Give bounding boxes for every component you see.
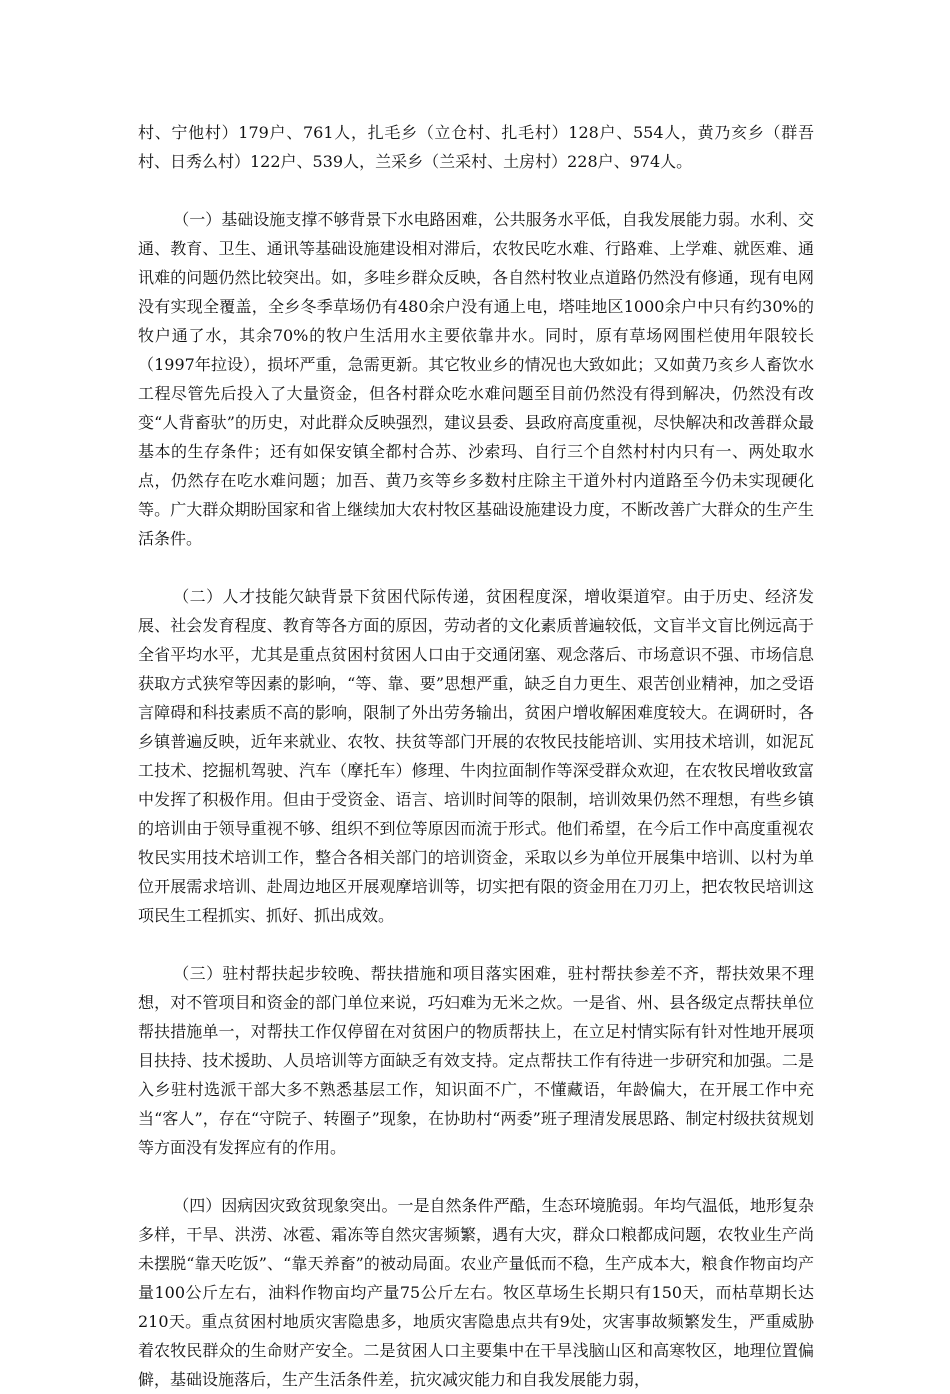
paragraph-infrastructure: （一）基础设施支撑不够背景下水电路困难，公共服务水平低，自我发展能力弱。水利、交通、教育、卫生、通讯等基础设施建设相对滞后，农牧民吃水难、行路难、上学难、就医难、通讯难的问题仍然比较突出。如，多哇乡群众反映，各自然村牧业点道路仍然没有修通，现有电网没有实现全覆盖，全乡冬季草场仍有480余户没有通上电，塔哇地区1000余户中只有约30%的牧户通了水，其余70%的牧户生活用水主要依靠井水。同时，原有草场网围栏使用年限较长（1997年拉设），损坏严重，急需更新。其它牧业乡的情况也大致如此；又如黄乃亥乡人畜饮水工程尽管先后投入了大量资金，但各村群众吃水难问题至目前仍然没有得到解决，仍然没有改变“人背畜驮”的历史，对此群众反映强烈，建议县委、县政府高度重视，尽快解决和改善群众最基本的生存条件；还有如保安镇全都村合苏、沙索玛、自行三个自然村村内只有一、两处取水点，仍然存在吃水难问题；加吾、黄乃亥等乡多数村庄除主干道外村内道路至今仍未实现硬化等。广大群众期盼国家和省上继续加大农村牧区基础设施建设力度，不断改善广大群众的生产生活条件。 xyxy=(138,210,814,548)
paragraph-continuation: 村、宁他村）179户、761人，扎毛乡（立仓村、扎毛村）128户、554人，黄乃亥乡（群吾村、日秀么村）122户、539人，兰采乡（兰采村、土房村）228户、974人。 xyxy=(138,123,814,171)
paragraph-illness-disaster: （四）因病因灾致贫现象突出。一是自然条件严酷，生态环境脆弱。年均气温低，地形复杂多样，干旱、洪涝、冰雹、霜冻等自然灾害频繁，遇有大灾，群众口粮都成问题，农牧业生产尚未摆脱“靠天吃饭”、“靠天养畜”的被动局面。农业产量低而不稳，生产成本大，粮食作物亩均产量100公斤左右，油料作物亩均产量75公斤左右。牧区草场生长期只有150天，而枯草期长达210天。重点贫困村地质灾害隐患多，地质灾害隐患点共有9处，灾害事故频繁发生，严重威胁着农牧民群众的生命财产安全。二是贫困人口主要集中在干旱浅脑山区和高寒牧区，地理位置偏僻，基础设施落后，生产生活条件差，抗灾减灾能力和自我发展能力弱， xyxy=(138,1196,814,1389)
paragraph-talent-skills: （二）人才技能欠缺背景下贫困代际传递，贫困程度深，增收渠道窄。由于历史、经济发展、社会发育程度、教育等各方面的原因，劳动者的文化素质普遍较低，文盲半文盲比例远高于全省平均水平，尤其是重点贫困村贫困人口由于交通闭塞、观念落后、市场意识不强、市场信息获取方式狭窄等因素的影响，“等、靠、要”思想严重，缺乏自力更生、艰苦创业精神，加之受语言障碍和科技素质不高的影响，限制了外出劳务输出，贫困户增收解困难度较大。在调研时，各乡镇普遍反映，近年来就业、农牧、扶贫等部门开展的农牧民技能培训、实用技术培训，如泥瓦工技术、挖掘机驾驶、汽车（摩托车）修理、牛肉拉面制作等深受群众欢迎，在农牧民增收致富中发挥了积极作用。但由于受资金、语言、培训时间等的限制，培训效果仍然不理想，有些乡镇的培训由于领导重视不够、组织不到位等原因而流于形式。他们希望，在今后工作中高度重视农牧民实用技术培训工作，整合各相关部门的培训资金，采取以乡为单位开展集中培训、以村为单位开展需求培训、赴周边地区开展观摩培训等，切实把有限的资金用在刀刃上，把农牧民培训这项民生工程抓实、抓好、抓出成效。 xyxy=(138,587,814,925)
document-page xyxy=(138,118,814,1394)
paragraph-village-assistance: （三）驻村帮扶起步较晚、帮扶措施和项目落实困难，驻村帮扶参差不齐，帮扶效果不理想，对不管项目和资金的部门单位来说，巧妇难为无米之炊。一是省、州、县各级定点帮扶单位帮扶措施单一，对帮扶工作仅停留在对贫困户的物质帮扶上，在立足村情实际有针对性地开展项目扶持、技术援助、人员培训等方面缺乏有效支持。定点帮扶工作有待进一步研究和加强。二是入乡驻村选派干部大多不熟悉基层工作，知识面不广，不懂藏语，年龄偏大，在开展工作中充当“客人”，存在“守院子、转圈子”现象，在协助村“两委”班子理清发展思路、制定村级扶贫规划等方面没有发挥应有的作用。 xyxy=(138,964,814,1157)
